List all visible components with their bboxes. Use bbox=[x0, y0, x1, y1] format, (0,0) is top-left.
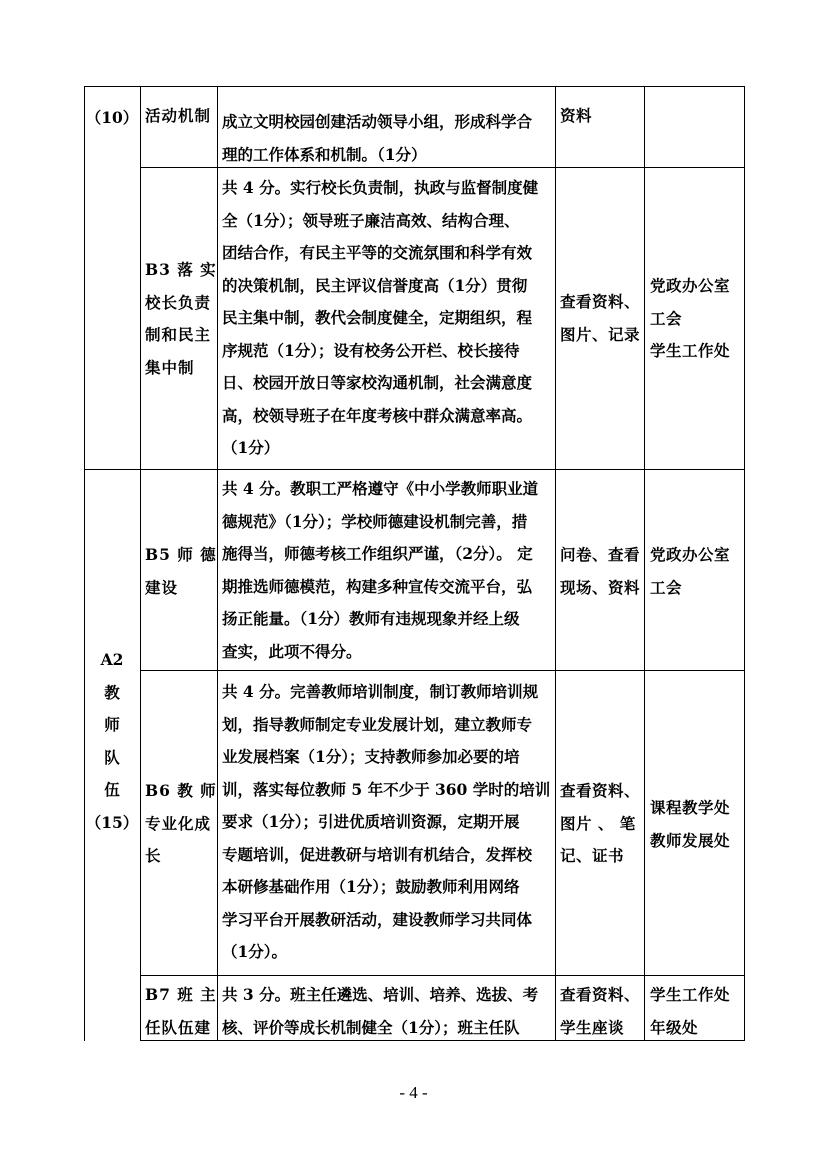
row4-method-line: 查看资料、 bbox=[560, 985, 641, 1004]
row3-content bbox=[217, 676, 555, 969]
row3-method-line: 查看资料、 bbox=[560, 781, 641, 800]
row3-content-line: 训，落实每位教师 5 年不少于 360 学时的培训 bbox=[222, 779, 551, 799]
row0-content-line: 理的工作体系和机制。（1分） bbox=[222, 145, 427, 164]
row3-content-line: 划，指导教师制定专业发展计划，建立教师专 bbox=[222, 714, 533, 734]
row1-item-line: 集中制 bbox=[145, 357, 195, 377]
row1-content-line: （1分） bbox=[222, 438, 280, 457]
category-a1-score-text: （10） bbox=[85, 108, 139, 127]
row3-dept-line: 课程教学处 bbox=[650, 798, 731, 817]
row2-item-line: B5 师 德 bbox=[145, 545, 217, 564]
table-border-right bbox=[744, 86, 745, 1041]
row2-item-line: 建设 bbox=[145, 577, 179, 597]
row2-content-line: 扬正能量。（1分）教师有违规现象并经上级 bbox=[222, 609, 520, 628]
row1-method-line: 图片、记录 bbox=[560, 324, 641, 344]
row3-item-line: 长 bbox=[145, 846, 162, 865]
row2-content-line: 施得当，师德考核工作组织严谨，（2分）。 定 bbox=[222, 544, 533, 563]
row4-method-line: 学生座谈 bbox=[560, 1017, 625, 1037]
row4-dept-line: 学生工作处 bbox=[650, 985, 731, 1004]
row1-dept-line: 党政办公室 bbox=[650, 276, 731, 295]
row4-item-line: 任队伍建 bbox=[145, 1017, 212, 1037]
row3-content-line: 要求（1分）；引进优质培训资源，定期开展 bbox=[222, 812, 520, 831]
row4-content-line: 共 3 分。班主任遴选、培训、培养、选拔、考 bbox=[222, 985, 539, 1004]
row3-content-line: 学习平台开展教研活动，建设教师学习共同体 bbox=[222, 909, 533, 929]
row2-content bbox=[217, 473, 555, 668]
row2-method-line: 现场、资料 bbox=[560, 577, 641, 597]
row1-content-line: 民主集中制，教代会制度健全，定期组织，程 bbox=[222, 308, 533, 327]
row-divider bbox=[84, 469, 745, 470]
row4-item bbox=[140, 979, 217, 1044]
page-number: - 4 - bbox=[399, 1083, 428, 1102]
category-a2-line: A2 bbox=[100, 650, 124, 669]
row4-dept-line: 年级处 bbox=[650, 1017, 699, 1037]
row3-method-line: 记、证书 bbox=[560, 846, 625, 865]
row3-dept-line: 教师发展处 bbox=[650, 830, 731, 850]
table-border-top bbox=[84, 86, 745, 87]
row3-dept bbox=[644, 792, 744, 857]
row1-dept-line: 工会 bbox=[650, 308, 683, 328]
row1-item bbox=[140, 254, 217, 384]
row3-item-line: B6 教 师 bbox=[145, 781, 217, 800]
row4-item-line: B7 班 主 bbox=[145, 985, 217, 1004]
category-a2-line: （15） bbox=[85, 812, 139, 832]
row1-content-line: 日、校园开放日等家校沟通机制，社会满意度 bbox=[222, 373, 533, 392]
row2-content-line: 期推选师德模范，构建多种宣传交流平台，弘 bbox=[222, 576, 533, 596]
row3-method-line: 图片 、 笔 bbox=[560, 813, 636, 833]
row1-dept bbox=[644, 270, 744, 368]
row2-content-line: 共 4 分。教职工严格遵守《中小学教师职业道 bbox=[222, 479, 539, 498]
row1-method bbox=[555, 286, 644, 351]
row3-item-line: 专业化成 bbox=[145, 813, 212, 833]
category-a2 bbox=[84, 644, 140, 839]
row1-item-line: 制和民主 bbox=[145, 325, 212, 344]
row0-item-line: 活动机制 bbox=[145, 106, 212, 125]
row3-content-line: 业发展档案（1分）；支持教师参加必要的培 bbox=[222, 747, 520, 766]
row2-dept-line: 工会 bbox=[650, 577, 683, 597]
category-a2-line: 师 bbox=[104, 715, 120, 734]
row3-content-line: 专题培训，促进教研与培训有机结合，发挥校 bbox=[222, 844, 533, 864]
row3-content-line: （1分）。 bbox=[222, 942, 288, 961]
row1-content-line: 高，校领导班子在年度考核中群众满意率高。 bbox=[222, 405, 533, 425]
row2-dept-line: 党政办公室 bbox=[650, 545, 731, 564]
row-divider bbox=[140, 975, 745, 976]
row0-method-line: 资料 bbox=[560, 106, 593, 125]
row3-item bbox=[140, 775, 217, 873]
row1-content bbox=[217, 172, 555, 465]
column-divider bbox=[84, 86, 85, 1041]
row0-content-line: 成立文明校园创建活动领导小组，形成科学合 bbox=[222, 112, 533, 131]
row-divider bbox=[140, 670, 745, 671]
row0-content bbox=[217, 105, 555, 171]
row2-content-line: 查实，此项不得分。 bbox=[222, 641, 362, 661]
category-a1-score bbox=[84, 108, 140, 128]
row2-method-line: 问卷、查看 bbox=[560, 545, 641, 564]
category-a2-line: 队 bbox=[104, 747, 120, 767]
row0-method bbox=[555, 106, 644, 126]
row4-method bbox=[555, 979, 644, 1044]
row2-item bbox=[140, 539, 217, 604]
row2-method bbox=[555, 539, 644, 604]
row1-content-line: 全（1分）；领导班子廉洁高效、结构合理、 bbox=[222, 210, 520, 230]
row1-content-line: 的决策机制，民主评议信誉度高（1分）贯彻 bbox=[222, 275, 528, 295]
row3-content-line: 本研修基础作用（1分）；鼓励教师利用网络 bbox=[222, 877, 520, 896]
row4-content bbox=[217, 979, 555, 1044]
row1-content-line: 团结合作，有民主平等的交流氛围和科学有效 bbox=[222, 243, 533, 262]
row0-item bbox=[140, 106, 217, 126]
row2-content-line: 德规范》（1分）；学校师德建设机制完善，措 bbox=[222, 511, 528, 531]
category-a2-line: 教 bbox=[104, 682, 120, 702]
row1-item-line: 校长负责 bbox=[145, 292, 212, 312]
row3-content-line: 共 4 分。完善教师培训制度，制订教师培训规 bbox=[222, 682, 539, 701]
row1-content-line: 共 4 分。实行校长负责制，执政与监督制度健 bbox=[222, 178, 539, 197]
row1-method-line: 查看资料、 bbox=[560, 292, 641, 311]
row3-method bbox=[555, 775, 644, 873]
row1-item-line: B3 落 实 bbox=[145, 260, 217, 279]
row1-content-line: 序规范（1分）；设有校务公开栏、校长接待 bbox=[222, 340, 520, 360]
row1-dept-line: 学生工作处 bbox=[650, 341, 731, 360]
category-a2-line: 伍 bbox=[104, 780, 120, 799]
row4-dept bbox=[644, 979, 744, 1044]
row4-content-line: 核、评价等成长机制健全（1分）；班主任队 bbox=[222, 1017, 520, 1037]
row2-dept bbox=[644, 539, 744, 604]
